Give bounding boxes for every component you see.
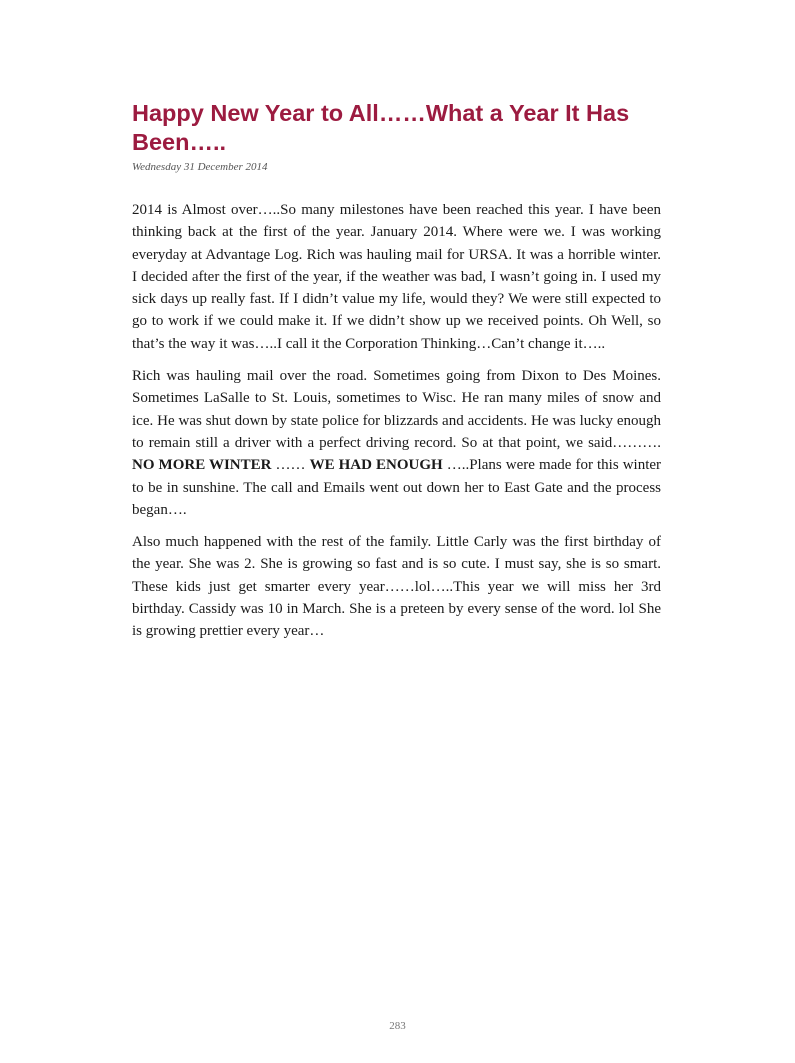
page-number: 283 [389, 1020, 406, 1032]
paragraph-2-text-start: Rich was hauling mail over the road. Sometimes going from Dixon to Des Moines. Sometimes LaSalle to St. Louis, sometimes to Wisc. He ran many miles of snow and ice. He was shut down by state police for blizzards and accidents. He was lucky enough to remain still a driver with a perfect driving record. So at that point, we said………. [132, 368, 661, 451]
article-date: Wednesday 31 December 2014 [132, 161, 268, 173]
article-title: Happy New Year to All……What a Year It Has Been….. [132, 100, 630, 155]
paragraph-2 [132, 365, 661, 521]
paragraph-1: 2014 is Almost over…..So many milestones have been reached this year. I have been thinking back at the first of the year. January 2014. Where were we. I was working everyday at Advantage Log. Rich was hauling mail for URSA. It was a horrible winter. I decided after the first of the year, if the weather was bad, I wasn’t going in. I used my sick days up really fast. If I didn’t value my life, would they? We were still expected to go to work if we could make it. If we didn’t show up we received points. Oh Well, so that’s the way it was…..I call it the Corporation Thinking…Can’t change it….. [132, 202, 661, 352]
article-body [132, 199, 661, 653]
bold-no-more-winter: NO MORE WINTER [132, 457, 272, 474]
bold-we-had-enough: WE HAD ENOUGH [309, 457, 443, 474]
paragraph-3: Also much happened with the rest of the family. Little Carly was the first birthday of the year. She was 2. She is growing so fast and is so cute. I must say, she is so smart. These kids just get smarter every year……lol…..This year we will miss her 3rd birthday. Cassidy was 10 in March. She is a preteen by every sense of the word. lol She is growing prettier every year… [132, 534, 661, 640]
paragraph-2-ellipsis: …… [275, 457, 306, 474]
paragraph-2-text-end: …..Plans were made for this winter to be in sunshine. The call and Emails went out down her to East Gate and the process began…. [132, 457, 662, 518]
